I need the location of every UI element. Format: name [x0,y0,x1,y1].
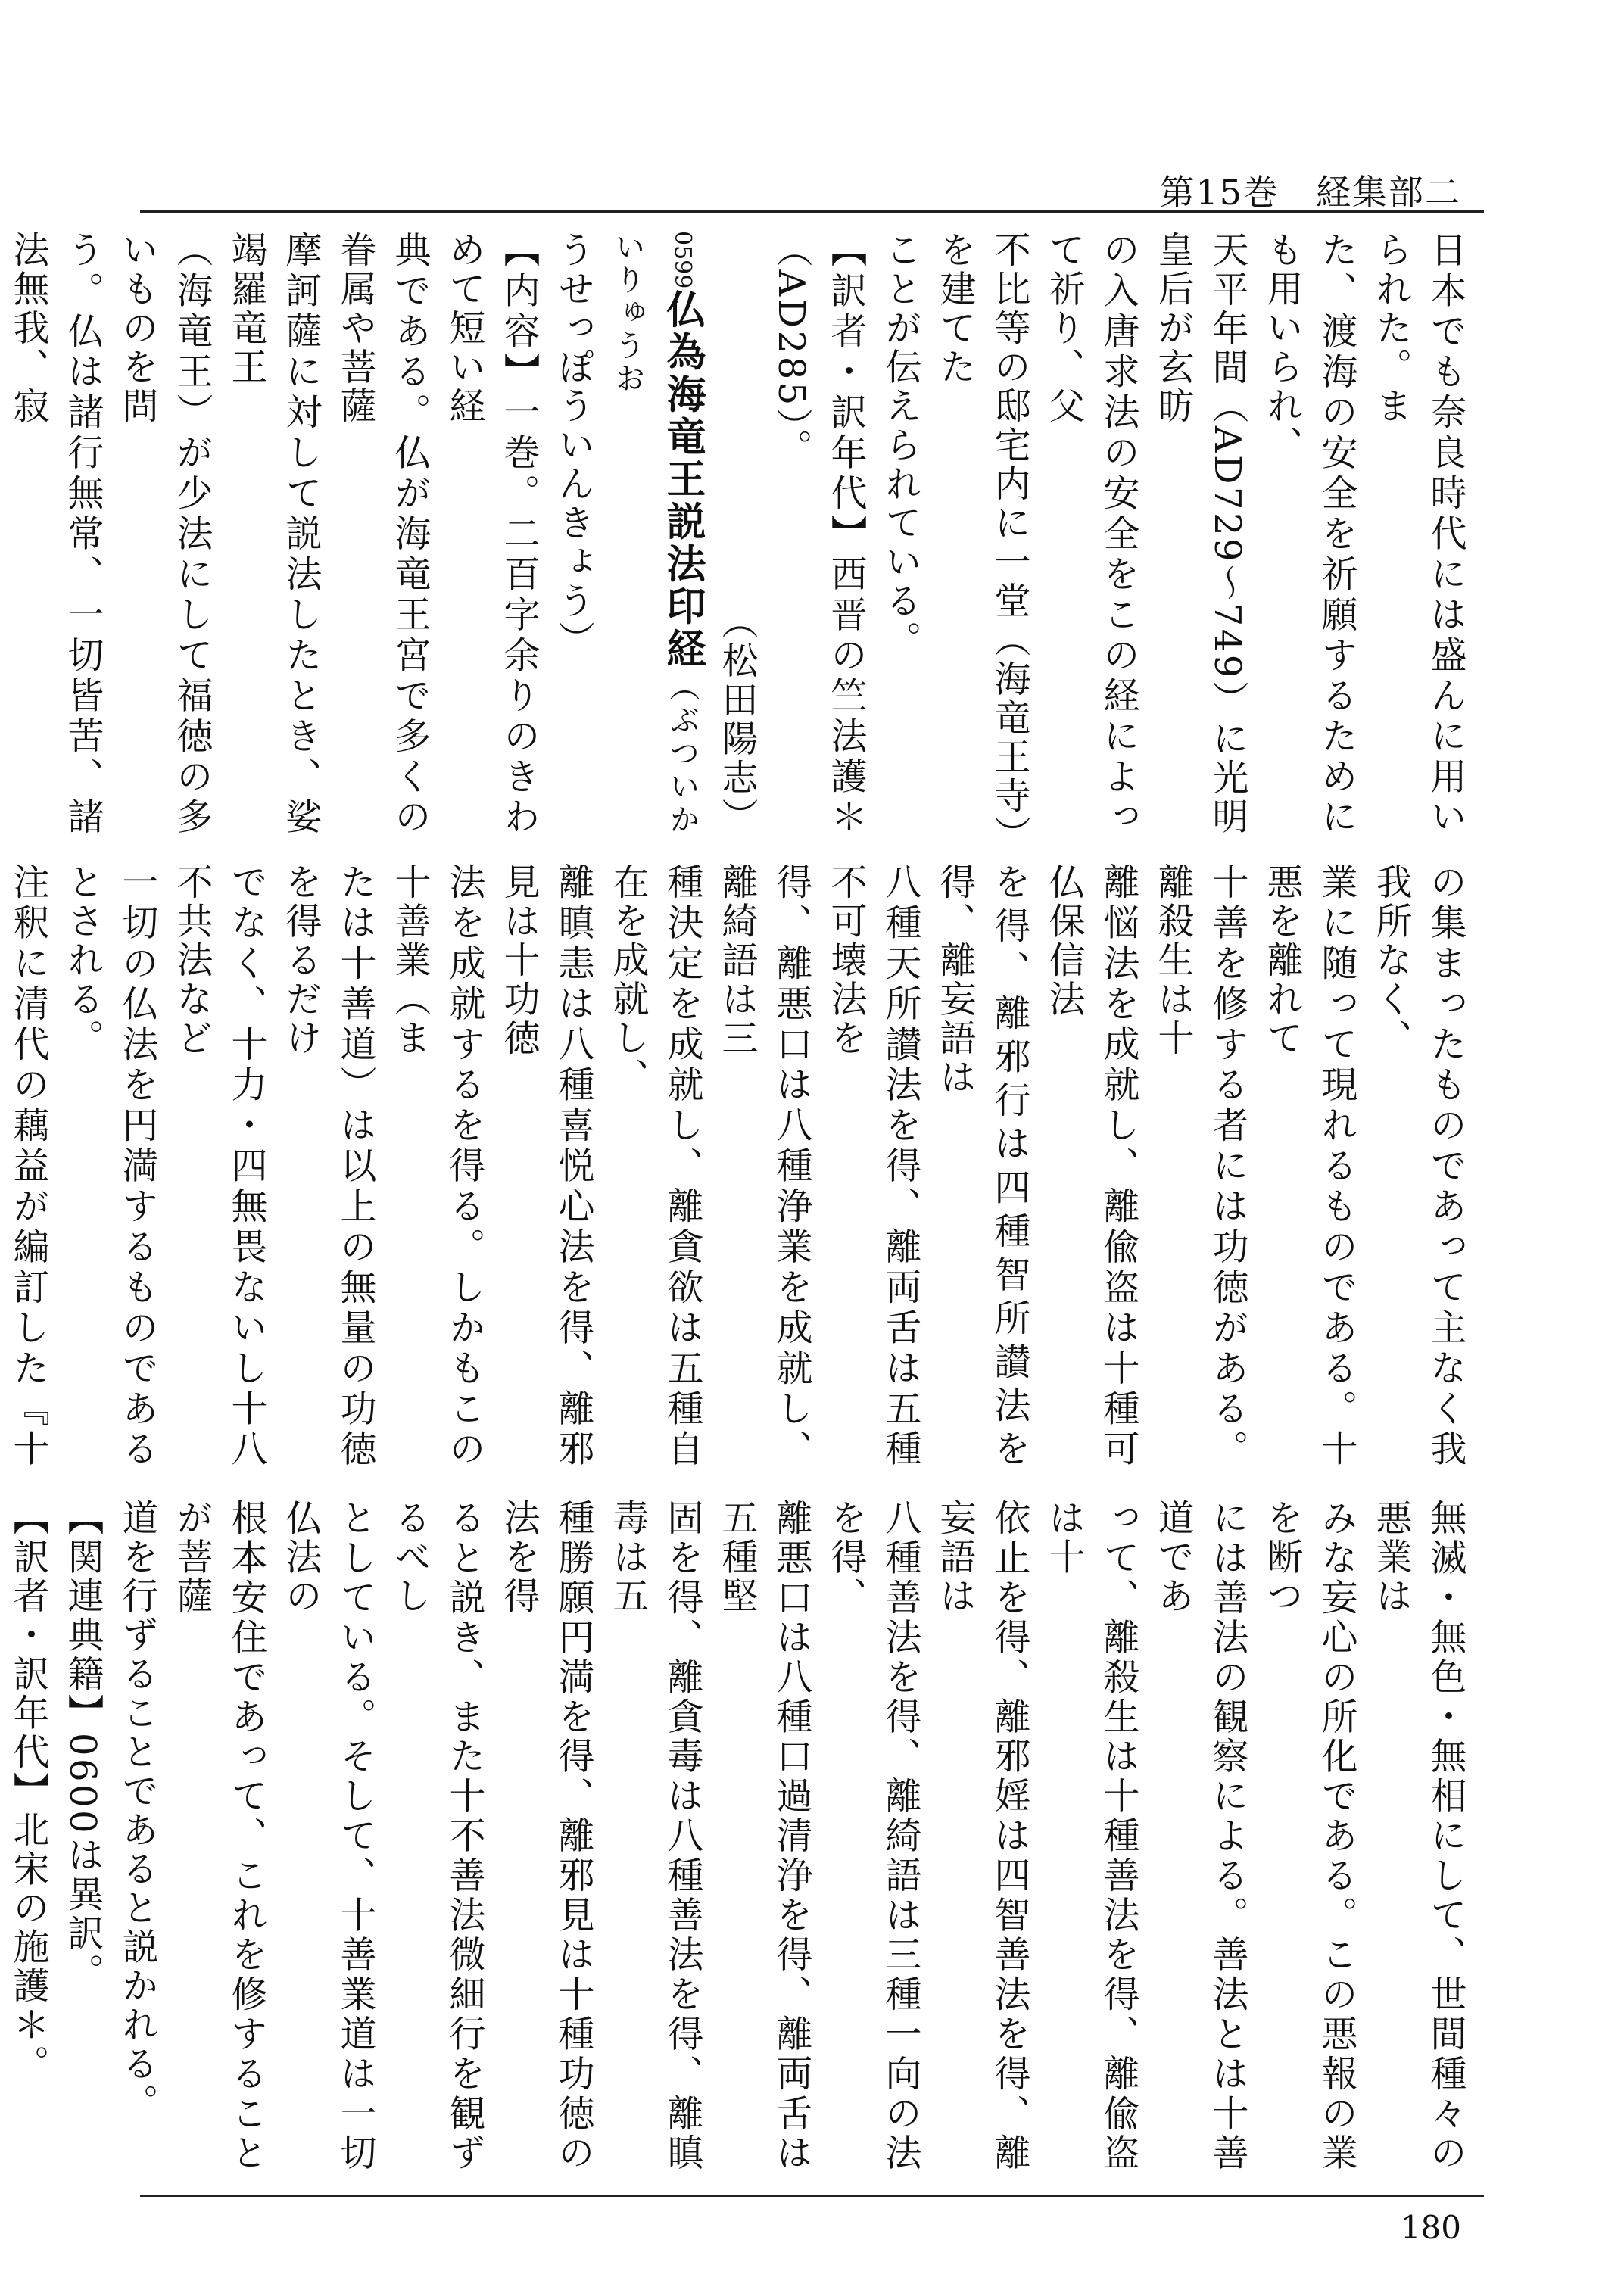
text-tier-1 [7,231,1473,837]
entry-heading [600,231,709,837]
text-column: 得、離悪口は八種浄業を成就し、離綺語は三 [715,863,812,1469]
text-column: 【関連典籍】0600は異訳。 [61,1499,104,1992]
text-column: 典である。仏が海竜王宮で多くの眷属や菩薩 [334,231,431,837]
text-column: 日本でも奈良時代には盛んに用いられた。ま [1370,231,1467,837]
text-column: 依止を得、離邪婬は四智善法を得、離妄語は [934,1499,1030,2173]
text-column [0,231,1,837]
text-column: みな妄心の所化である。この悪報の業を断つ [1261,1499,1357,2173]
entry-reading: （ぶついかいりゅうお [610,231,700,837]
text-column: 注釈に清代の藕益が編訂した『十 [7,863,49,1469]
text-column: う。仏は諸行無常、一切皆苦、諸法無我、寂 [7,231,104,837]
text-column: 離悩法を成就し、離偸盗は十種可仏保信法 [1043,863,1139,1469]
text-column: 無滅・無色・無相にして、世間種々の悪業は [1370,1499,1467,2173]
text-column: ことが伝えられている。 [879,231,921,660]
text-column: 離悪口は八種口過清浄を得、離両舌は五種堅 [715,1499,812,2173]
text-column: でなく、十力・四無畏ないし十八不共法など [170,863,267,1469]
page-number: 180 [1400,2209,1461,2246]
text-column: た、渡海の安全を祈願するためにも用いられ、 [1261,231,1357,837]
text-column: 十善を修する者には功徳がある。離殺生は十 [1152,863,1248,1469]
text-column: 種決定を成就し、離貪欲は五種自在を成就し、 [606,863,703,1469]
text-column: って、離殺生は十種善法を得、離偸盗は十 [1043,1499,1139,2173]
author-credit: （松田陽志） [715,603,758,837]
text-column: 天平年間（AD729～749）に光明皇后が玄昉 [1152,231,1248,837]
text-column: 八種天所讃法を得、離両舌は五種不可壊法を [824,863,921,1469]
header-rule [140,210,1484,213]
text-column: には善法の観察による。善法とは十善道であ [1152,1499,1248,2173]
text-tier-2 [7,863,1473,1469]
footer-rule [140,2195,1484,2197]
text-column: 業に随って現れるものである。十悪を離れて [1261,863,1357,1469]
running-head: 第15巻 経集部二 [1159,172,1461,213]
entry-number: 0599 [669,231,696,289]
text-tier-3 [7,1499,1473,2173]
text-column: ると説き、また十不善法微細行を観ずるべし [388,1499,485,2173]
text-column: を得、離邪行は四種智所讃法を得、離妄語は [934,863,1030,1469]
text-column: の集まったものであって主なく我我所なく、 [1370,863,1467,1469]
text-column: 根本安住であって、これを修することが菩薩 [170,1499,267,2173]
text-column: たは十善道）は以上の無量の功徳を得るだけ [279,863,376,1469]
text-column: 離瞋恚は八種喜悦心法を得、離邪見は十功徳 [497,863,594,1469]
text-column: 摩訶薩に対して説法したとき、娑竭羅竜王 [225,231,322,837]
text-column: 不比等の邸宅内に一堂（海竜王寺）を建てた [934,231,1030,837]
text-column: 道を行ずることであると説かれる。 [116,1499,158,2123]
text-column: 法を成就するを得る。しかもこの十善業（ま [388,863,485,1469]
text-column: 固を得、離貪毒は八種善法を得、離瞋毒は五 [606,1499,703,2173]
text-column: （海竜王）が少法にして福徳の多いものを問 [116,231,213,837]
text-column: 八種善法を得、離綺語は三種一向の法を得、 [824,1499,921,2173]
text-column: 【訳者・訳年代】北宋の施護＊。 [7,1499,49,2084]
text-column: 【内容】一巻。二百字余りのきわめて短い経 [443,231,540,837]
text-column: 種勝願円満を得、離邪見は十種功徳の法を得 [497,1499,594,2173]
text-column: 【訳者・訳年代】西晋の竺法護＊（AD285）。 [770,231,867,837]
entry-title: 仏為海竜王説法印経 [659,288,706,671]
text-column: 一切の仏法を円満するものであるとされる。 [61,863,158,1469]
text-column: うせっぽういんきょう） [552,231,594,660]
text-column: の入唐求法の安全をこの経によって祈り、父 [1043,231,1139,837]
text-column: としている。そして、十善業道は一切仏法の [279,1499,376,2173]
